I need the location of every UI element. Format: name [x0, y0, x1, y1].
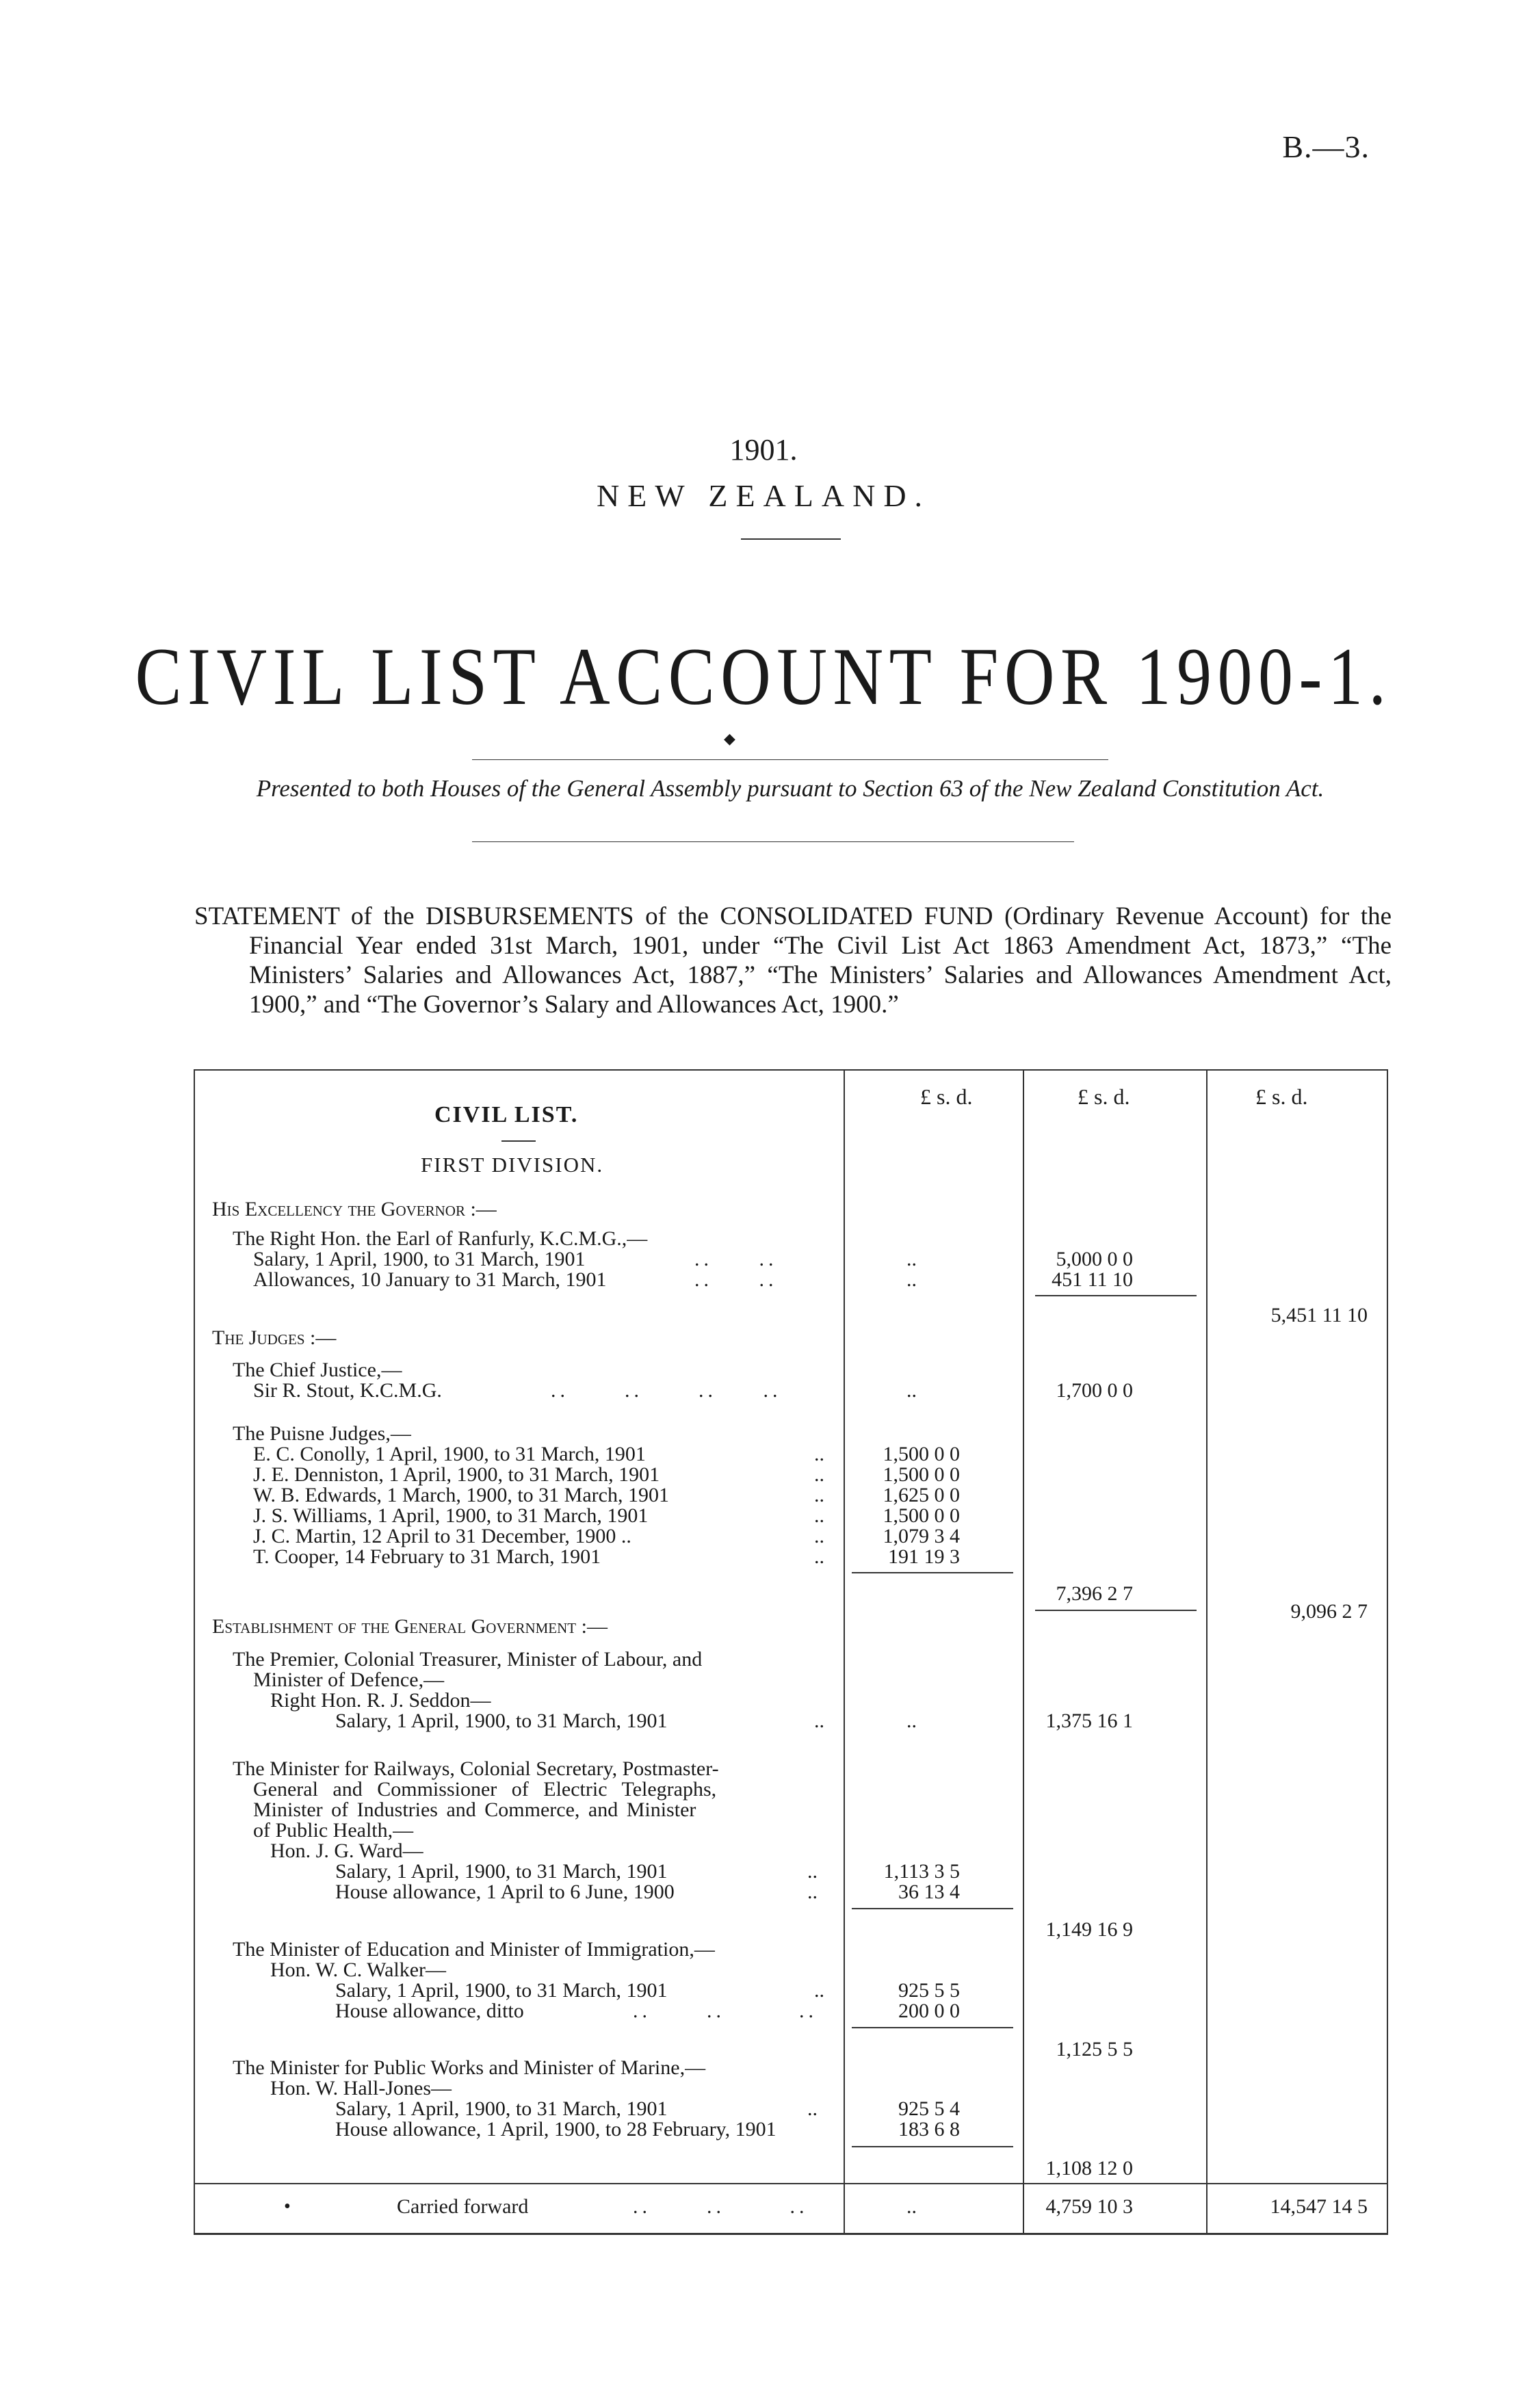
judge-amount: 1,079 3 4: [883, 1525, 960, 1547]
leader-dots: ..: [807, 1860, 818, 1883]
walker-salary: 925 5 5: [898, 1979, 960, 2002]
table-rule: [195, 2183, 1387, 2184]
ornament-icon: ◆: [724, 730, 735, 747]
judge-amount: 1,500 0 0: [883, 1504, 960, 1527]
table-top-rule: [195, 1069, 1387, 1071]
walker-total: 1,125 5 5: [1056, 2038, 1133, 2060]
sum-rule: [1035, 1295, 1197, 1296]
section-judges: The Judges :—: [212, 1326, 337, 1349]
leader-dots: ..: [906, 1268, 917, 1291]
carried-forward-col3: 14,547 14 5: [1270, 2195, 1368, 2218]
premier-title: Minister of Defence,—: [253, 1668, 445, 1691]
walker-title: The Minister of Education and Minister of Immigration,—: [233, 1938, 715, 1961]
judges-total: 9,096 2 7: [1290, 1600, 1368, 1623]
judge-name: E. C. Conolly, 1 April, 1900, to 31 March, 1901: [253, 1443, 646, 1465]
leader-dots: ..: [814, 1979, 824, 2002]
leader-dots: ..: [807, 1881, 818, 1903]
bullet: •: [284, 2196, 291, 2217]
ward-name: Hon. J. G. Ward—: [270, 1840, 423, 1862]
judge-amount: 191 19 3: [888, 1545, 960, 1568]
sum-rule: [852, 2146, 1013, 2147]
hall-salary: 925 5 4: [898, 2097, 960, 2120]
sum-rule: [852, 1908, 1013, 1909]
divider: [472, 759, 1108, 760]
ward-salary-label: Salary, 1 April, 1900, to 31 March, 1901: [335, 1860, 668, 1883]
puisne-judges-label: The Puisne Judges,—: [233, 1422, 411, 1445]
document-year: 1901.: [729, 433, 798, 467]
col2-header: £ s. d.: [1078, 1084, 1130, 1109]
divider: [501, 1140, 536, 1142]
governor-allowances-label: Allowances, 10 January to 31 March, 1901: [253, 1268, 607, 1291]
chief-justice-name: Sir R. Stout, K.C.M.G.: [253, 1379, 442, 1402]
leader-dots: ..: [906, 1710, 917, 1732]
leader-dots: .. .. ..: [633, 2000, 818, 2022]
walker-house: 200 0 0: [898, 2000, 960, 2022]
ward-title: General and Commissioner of Electric Telegraphs,: [253, 1778, 717, 1801]
judge-name: J. C. Martin, 12 April to 31 December, 1900 ..: [253, 1525, 631, 1547]
hall-name: Hon. W. Hall-Jones—: [270, 2077, 452, 2099]
ward-house-label: House allowance, 1 April to 6 June, 1900: [335, 1881, 675, 1903]
ward-title: Minister of Industries and Commerce, and Minister: [253, 1798, 696, 1821]
judge-name: J. S. Williams, 1 April, 1900, to 31 March, 1901: [253, 1504, 649, 1527]
chief-justice-amount: 1,700 0 0: [1056, 1379, 1133, 1402]
carried-forward-label: Carried forward: [397, 2195, 529, 2218]
leader-dots: ..: [906, 1248, 917, 1270]
governor-allowances-amount: 451 11 10: [1052, 1268, 1133, 1291]
ward-title: of Public Health,—: [253, 1819, 414, 1842]
column-rule: [1206, 1069, 1208, 2233]
chief-justice-label: The Chief Justice,—: [233, 1359, 402, 1381]
judge-name: T. Cooper, 14 February to 31 March, 1901: [253, 1545, 601, 1568]
leader-dots: .. .. .. ..: [551, 1379, 782, 1402]
column-rule: [844, 1069, 845, 2233]
hall-salary-label: Salary, 1 April, 1900, to 31 March, 1901: [335, 2097, 668, 2120]
judge-amount: 1,500 0 0: [883, 1463, 960, 1486]
document-title: CIVIL LIST ACCOUNT FOR 1900-1.: [135, 631, 1392, 722]
statement-paragraph: [194, 902, 1392, 1019]
section-governor: His Excellency the Governor :—: [212, 1198, 497, 1220]
ward-house: 36 13 4: [898, 1881, 960, 1903]
governor-total: 5,451 11 10: [1270, 1304, 1368, 1326]
hall-title: The Minister for Public Works and Minister of Marine,—: [233, 2056, 706, 2079]
civil-list-table: [194, 1069, 1388, 2235]
judge-name: J. E. Denniston, 1 April, 1900, to 31 March, 1901: [253, 1463, 660, 1486]
premier-title: The Premier, Colonial Treasurer, Minister of Labour, and: [233, 1648, 703, 1671]
governor-salary-amount: 5,000 0 0: [1056, 1248, 1133, 1270]
col3-header: £ s. d.: [1255, 1084, 1308, 1109]
hall-total: 1,108 12 0: [1045, 2157, 1133, 2180]
leader-dots: .. ..: [694, 1248, 778, 1270]
leader-dots: .. .. .. .. .. ..: [814, 1443, 824, 1568]
hall-house: 183 6 8: [898, 2118, 960, 2141]
governor-salary-label: Salary, 1 April, 1900, to 31 March, 1901: [253, 1248, 586, 1270]
judge-amount: 1,625 0 0: [883, 1484, 960, 1506]
leader-dots: ..: [814, 1710, 824, 1732]
ward-total: 1,149 16 9: [1045, 1918, 1133, 1941]
premier-salary-label: Salary, 1 April, 1900, to 31 March, 1901: [335, 1710, 668, 1732]
leader-dots: ..: [906, 2195, 917, 2218]
governor-name: The Right Hon. the Earl of Ranfurly, K.C.M.G.,—: [233, 1227, 648, 1250]
judge-amount: 1,500 0 0: [883, 1443, 960, 1465]
ward-salary: 1,113 3 5: [883, 1860, 960, 1883]
leader-dots: ..: [807, 2097, 818, 2120]
walker-name: Hon. W. C. Walker—: [270, 1959, 447, 1981]
ward-title: The Minister for Railways, Colonial Secretary, Postmaster-: [233, 1757, 719, 1780]
walker-house-label: House allowance, ditto: [335, 2000, 524, 2022]
statement-text: STATEMENT of the DISBURSEMENTS of the CONSOLIDATED FUND (Ordinary Revenue Account) for the Financial Year ended 31st March, 1901, under “The Civil List Act 1863 Amendment Act, 1873,” “The Ministers’ Salaries and Allowances Act, 1887,” “The Ministers’ Salaries and Allowances Amendment Act, 1900,” and “The Governor’s Salary and Allowances Act, 1900.”: [194, 902, 1392, 1019]
premier-name: Right Hon. R. J. Seddon—: [270, 1689, 491, 1712]
leader-dots: ..: [906, 1379, 917, 1402]
premier-amount: 1,375 16 1: [1045, 1710, 1133, 1732]
carried-forward-col2: 4,759 10 3: [1045, 2195, 1133, 2218]
divider: [741, 538, 841, 540]
sum-rule: [852, 1572, 1013, 1573]
table-subheading: FIRST DIVISION.: [421, 1153, 604, 1177]
divider: [472, 841, 1074, 842]
section-establishment: Establishment of the General Government :—: [212, 1615, 608, 1638]
presented-note: Presented to both Houses of the General Assembly pursuant to Section 63 of the New Zealand Constitution Act.: [256, 775, 1324, 802]
country-heading: NEW ZEALAND.: [596, 478, 931, 513]
page-reference: B.—3.: [1282, 129, 1370, 164]
puisne-total: 7,396 2 7: [1056, 1582, 1133, 1605]
walker-salary-label: Salary, 1 April, 1900, to 31 March, 1901: [335, 1979, 668, 2002]
hall-house-label: House allowance, 1 April, 1900, to 28 February, 1901: [335, 2118, 776, 2141]
leader-dots: .. ..: [694, 1268, 778, 1291]
table-heading: CIVIL LIST.: [434, 1102, 579, 1127]
leader-dots: .. .. ..: [633, 2195, 809, 2218]
sum-rule: [852, 2027, 1013, 2028]
judge-name: W. B. Edwards, 1 March, 1900, to 31 March, 1901: [253, 1484, 669, 1506]
col1-header: £ s. d.: [920, 1084, 973, 1109]
